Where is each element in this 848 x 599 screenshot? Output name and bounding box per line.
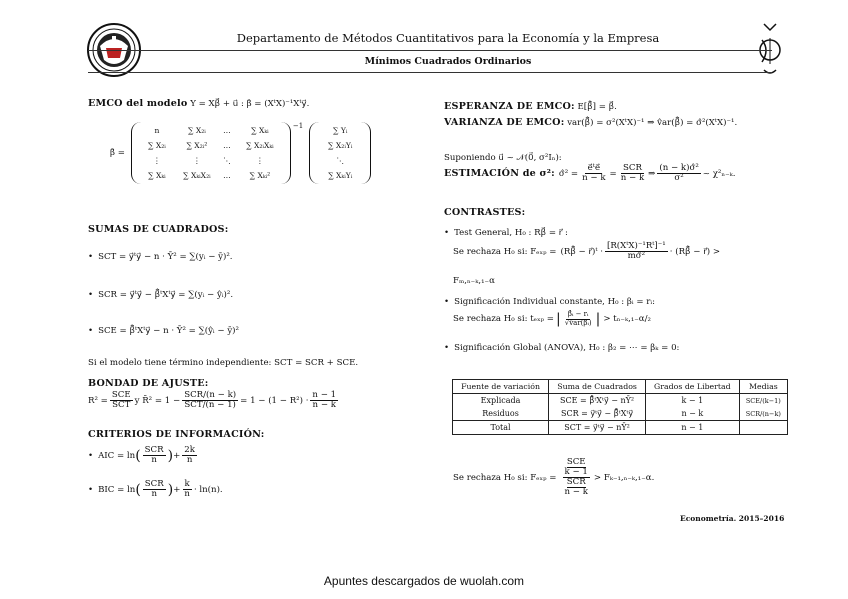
- rechaza1-num: [R(XᵗX)⁻¹Rᵗ]⁻¹: [606, 241, 666, 251]
- rechaza1-c: · (Rβ̂⃗ − r⃗) >: [669, 246, 721, 257]
- esperanza-line: [444, 101, 617, 112]
- matrix-cell: ⋮: [193, 156, 201, 165]
- sumas-title: SUMAS DE CUADRADOS:: [88, 224, 229, 235]
- beta-lhs: β̂ =: [110, 148, 125, 158]
- r2-num: SCE: [111, 390, 131, 400]
- anova-cell: Explicada: [453, 394, 549, 408]
- contrastes-title: CONTRASTES:: [444, 207, 526, 218]
- anova-cell: SCT = y⃗ᵗy⃗ − nȲ²: [549, 421, 646, 435]
- r2-formula: [88, 391, 340, 410]
- rechaza3-a: Se rechaza H₀ si: Fₑₓₚ =: [453, 472, 557, 483]
- matrix-cell: ∑ Xₖᵢ²: [249, 171, 271, 180]
- est-den1: n − k: [582, 173, 606, 184]
- varianza-label: VARIANZA DE EMCO:: [444, 117, 565, 128]
- r2t-den: n − k: [312, 400, 336, 411]
- rechaza2-num: β̂ᵢ − rᵢ: [567, 310, 589, 319]
- independent-note: Si el modelo tiene término independiente: SCT = SCR + SCE.: [88, 358, 359, 368]
- est-den3: σ²: [674, 173, 684, 184]
- rechaza-general-crit: Fₘ,ₙ₋ₖ,₁₋α: [453, 276, 495, 286]
- bic-lhs: • BIC = ln: [98, 484, 136, 495]
- matrix-cell: …: [223, 126, 231, 135]
- estimacion-line: [444, 164, 736, 183]
- sig-global: • Significación Global (ANOVA), H₀ : β₂ = ⋯ = βₖ = 0:: [444, 343, 679, 353]
- scr-formula: • SCR = y⃗ᵗy⃗ − β̂⃗ᵗXᵗy⃗ = ∑(yᵢ − ŷᵢ)².: [88, 290, 233, 300]
- matrix-cell: ∑ X₂ᵢ: [187, 126, 206, 135]
- anova-cell: Total: [453, 421, 549, 435]
- rechaza1-den: mσ̂²: [627, 251, 646, 262]
- bic-num: SCR: [144, 479, 164, 489]
- matrix-cell: ∑ Xₖᵢ: [251, 126, 269, 135]
- esperanza-formula: E[β̂⃗] = β⃗.: [577, 102, 617, 112]
- r2b-den: SCT/(n − 1): [184, 400, 236, 411]
- est-num1: e⃗ᵗe⃗: [587, 163, 601, 173]
- rechaza3-num-top: SCE: [566, 457, 586, 467]
- bic-den: n: [151, 489, 158, 500]
- est-implies: ⇒: [648, 168, 656, 179]
- matrix-cell: ∑ X₂ᵢ: [147, 141, 166, 150]
- aic-num2: 2k: [184, 445, 195, 455]
- anova-cell: n − k: [646, 407, 740, 421]
- matrix-cell: ∑ XₖᵢX₂ᵢ: [183, 171, 211, 180]
- bic-den2: n: [184, 489, 190, 500]
- bic-plus: +: [173, 484, 181, 495]
- anova-cell: n − 1: [646, 421, 740, 435]
- bondad-title: BONDAD DE AJUSTE:: [88, 378, 209, 389]
- aic-num: SCR: [144, 445, 164, 455]
- matrix-exponent: −1: [292, 122, 304, 130]
- anova-cell: SCR = y⃗ᵗy⃗ − β̂⃗ᵗXᵗy⃗: [549, 407, 646, 421]
- vector-cell: ∑ XₖᵢYᵢ: [328, 171, 353, 180]
- matrix-cell: ∑ X₂ᵢ²: [186, 141, 208, 150]
- r2-den: SCT: [112, 400, 131, 411]
- r2b-num: SCR/(n − k): [184, 390, 237, 400]
- matrix-cell: n: [154, 126, 160, 135]
- anova-header-cell: Grados de Libertad: [646, 380, 740, 394]
- est-eq: =: [609, 168, 617, 179]
- table-row: [453, 421, 788, 435]
- header-divider-bottom: [88, 72, 772, 73]
- document-subtitle: Mínimos Cuadrados Ordinarios: [364, 56, 532, 67]
- r2-tail: = 1 − (1 − R²) ·: [240, 395, 309, 406]
- aic-den: n: [151, 455, 157, 466]
- rechaza-global: [453, 458, 654, 497]
- test-general: • Test General, H₀ : Rβ⃗ = r⃗ :: [444, 228, 568, 238]
- sig-individual: • Significación Individual constante, H₀ : βᵢ = rᵢ:: [444, 297, 655, 307]
- beta-matrix-equation: [110, 122, 371, 184]
- aic-den2: n: [186, 455, 193, 466]
- sct-formula: • SCT = y⃗ᵗy⃗ − n · Ȳ² = ∑(yᵢ − ȳ)².: [88, 252, 233, 262]
- aic-plus: +: [173, 450, 181, 461]
- rechaza2-b: > tₙ₋ₖ,₁₋α/₂: [603, 314, 651, 324]
- anova-table: [452, 379, 788, 435]
- table-row: [453, 407, 788, 421]
- bic-num2: k: [184, 479, 190, 489]
- anova-cell: SCE/(k−1): [739, 394, 787, 408]
- rechaza3-den-top: SCR: [566, 477, 586, 488]
- anova-header-cell: Suma de Cuadrados: [549, 380, 646, 394]
- esperanza-label: ESPERANZA DE EMCO:: [444, 101, 575, 112]
- r2-mid: y R̄² = 1 −: [134, 395, 181, 406]
- anova-header-cell: Fuente de variación: [453, 380, 549, 394]
- table-row: [453, 394, 788, 408]
- sce-formula: • SCE = β̂⃗ᵗXᵗy⃗ − n · Ȳ² = ∑(ŷᵢ − ȳ)²: [88, 326, 239, 336]
- aic-formula: • AIC = ln ( $\frac{\text{SCR}}{n}$ ) + $\frac{2k}{n}$: [88, 446, 199, 465]
- anova-cell: [739, 421, 787, 435]
- vector-cell: ∑ Yᵢ: [333, 126, 348, 135]
- anova-header-cell: Medias: [739, 380, 787, 394]
- anova-cell: SCR/(n−k): [739, 407, 787, 421]
- rechaza3-num-bot: k − 1: [564, 467, 588, 478]
- matrix-cell: ⋮: [153, 156, 161, 165]
- varianza-line: [444, 117, 737, 128]
- r2t-num: n − 1: [312, 390, 337, 400]
- estimacion-label: ESTIMACIÓN de σ²:: [444, 168, 555, 180]
- bic-tail: · ln(n).: [193, 484, 223, 495]
- anova-cell: k − 1: [646, 394, 740, 408]
- matrix-cell: …: [223, 141, 231, 150]
- course-footer: Econometría. 2015–2016: [680, 514, 785, 523]
- emco-line: [88, 98, 309, 109]
- xtx-matrix: [131, 122, 291, 184]
- est-den2: n − k: [620, 173, 645, 184]
- matrix-cell: ∑ X₂ᵢXₖᵢ: [246, 141, 274, 150]
- est-num3: (n − k)σ̂²: [659, 163, 699, 173]
- matrix-cell: ⋱: [223, 156, 231, 165]
- suponiendo-line: Suponiendo u⃗ ~ 𝒩(0⃗, σ²Iₙ):: [444, 153, 562, 163]
- bic-formula: • BIC = ln ( $\frac{\text{SCR}}{n}$ ) + $\frac{k}{n}$ · ln(n).: [88, 480, 223, 499]
- varianza-formula: var(β̂⃗) = σ²(XᵗX)⁻¹ ⇒ v̂ar(β̂⃗) = σ̂²(XᵗX)⁻¹.: [567, 118, 738, 128]
- emco-label: EMCO del modelo: [88, 98, 188, 109]
- criterios-title: CRITERIOS DE INFORMACIÓN:: [88, 429, 265, 440]
- rechaza1-b: (Rβ̂⃗ − r⃗)ᵗ ·: [560, 246, 603, 257]
- department-title: Departamento de Métodos Cuantitativos para la Economía y la Empresa: [236, 31, 660, 45]
- r2-lhs: R² =: [88, 395, 108, 406]
- rechaza-individual: Se rechaza H₀ si: tₑₓₚ = | $\frac{\text{β̂ᵢ − rᵢ}}{\text{√v̂ar(β̂ᵢ)}}$ | > tₙ₋ₖ,₁₋α/₂: [453, 310, 651, 327]
- anova-cell: Residuos: [453, 407, 549, 421]
- matrix-cell: …: [223, 171, 231, 180]
- anova-header-row: [453, 380, 788, 394]
- est-num2: SCR: [622, 163, 642, 173]
- header-divider: [88, 50, 772, 51]
- anova-cell: SCE = β̂⃗ᵗXᵗy⃗ − nȲ²: [549, 394, 646, 408]
- rechaza1-a: Se rechaza H₀ si: Fₑₓₚ =: [453, 246, 557, 257]
- vector-cell: ∑ X₂ᵢYᵢ: [328, 141, 353, 150]
- rechaza-general: [453, 242, 720, 261]
- xty-vector: [309, 122, 371, 184]
- est-tail: ~ χ²ₙ₋ₖ.: [702, 168, 736, 179]
- est-lhs: σ̂² =: [558, 168, 579, 179]
- vector-cell: ⋱: [336, 156, 345, 165]
- rechaza3-b: > Fₖ₋₁,ₙ₋ₖ,₁₋α.: [593, 472, 655, 483]
- rechaza3-den-bot: n − k: [564, 487, 588, 498]
- rechaza2-a: Se rechaza H₀ si: tₑₓₚ =: [453, 314, 555, 324]
- matrix-cell: ⋮: [256, 156, 264, 165]
- matrix-cell: ∑ Xₖᵢ: [148, 171, 166, 180]
- rechaza2-den: √v̂ar(β̂ᵢ): [564, 318, 592, 327]
- aic-lhs: • AIC = ln: [98, 450, 136, 461]
- emco-formula: Y = Xβ⃗ + u⃗ : β̂ = (XᵗX)⁻¹Xᵗy⃗.: [190, 99, 310, 109]
- wuolah-watermark: Apuntes descargados de wuolah.com: [323, 574, 525, 588]
